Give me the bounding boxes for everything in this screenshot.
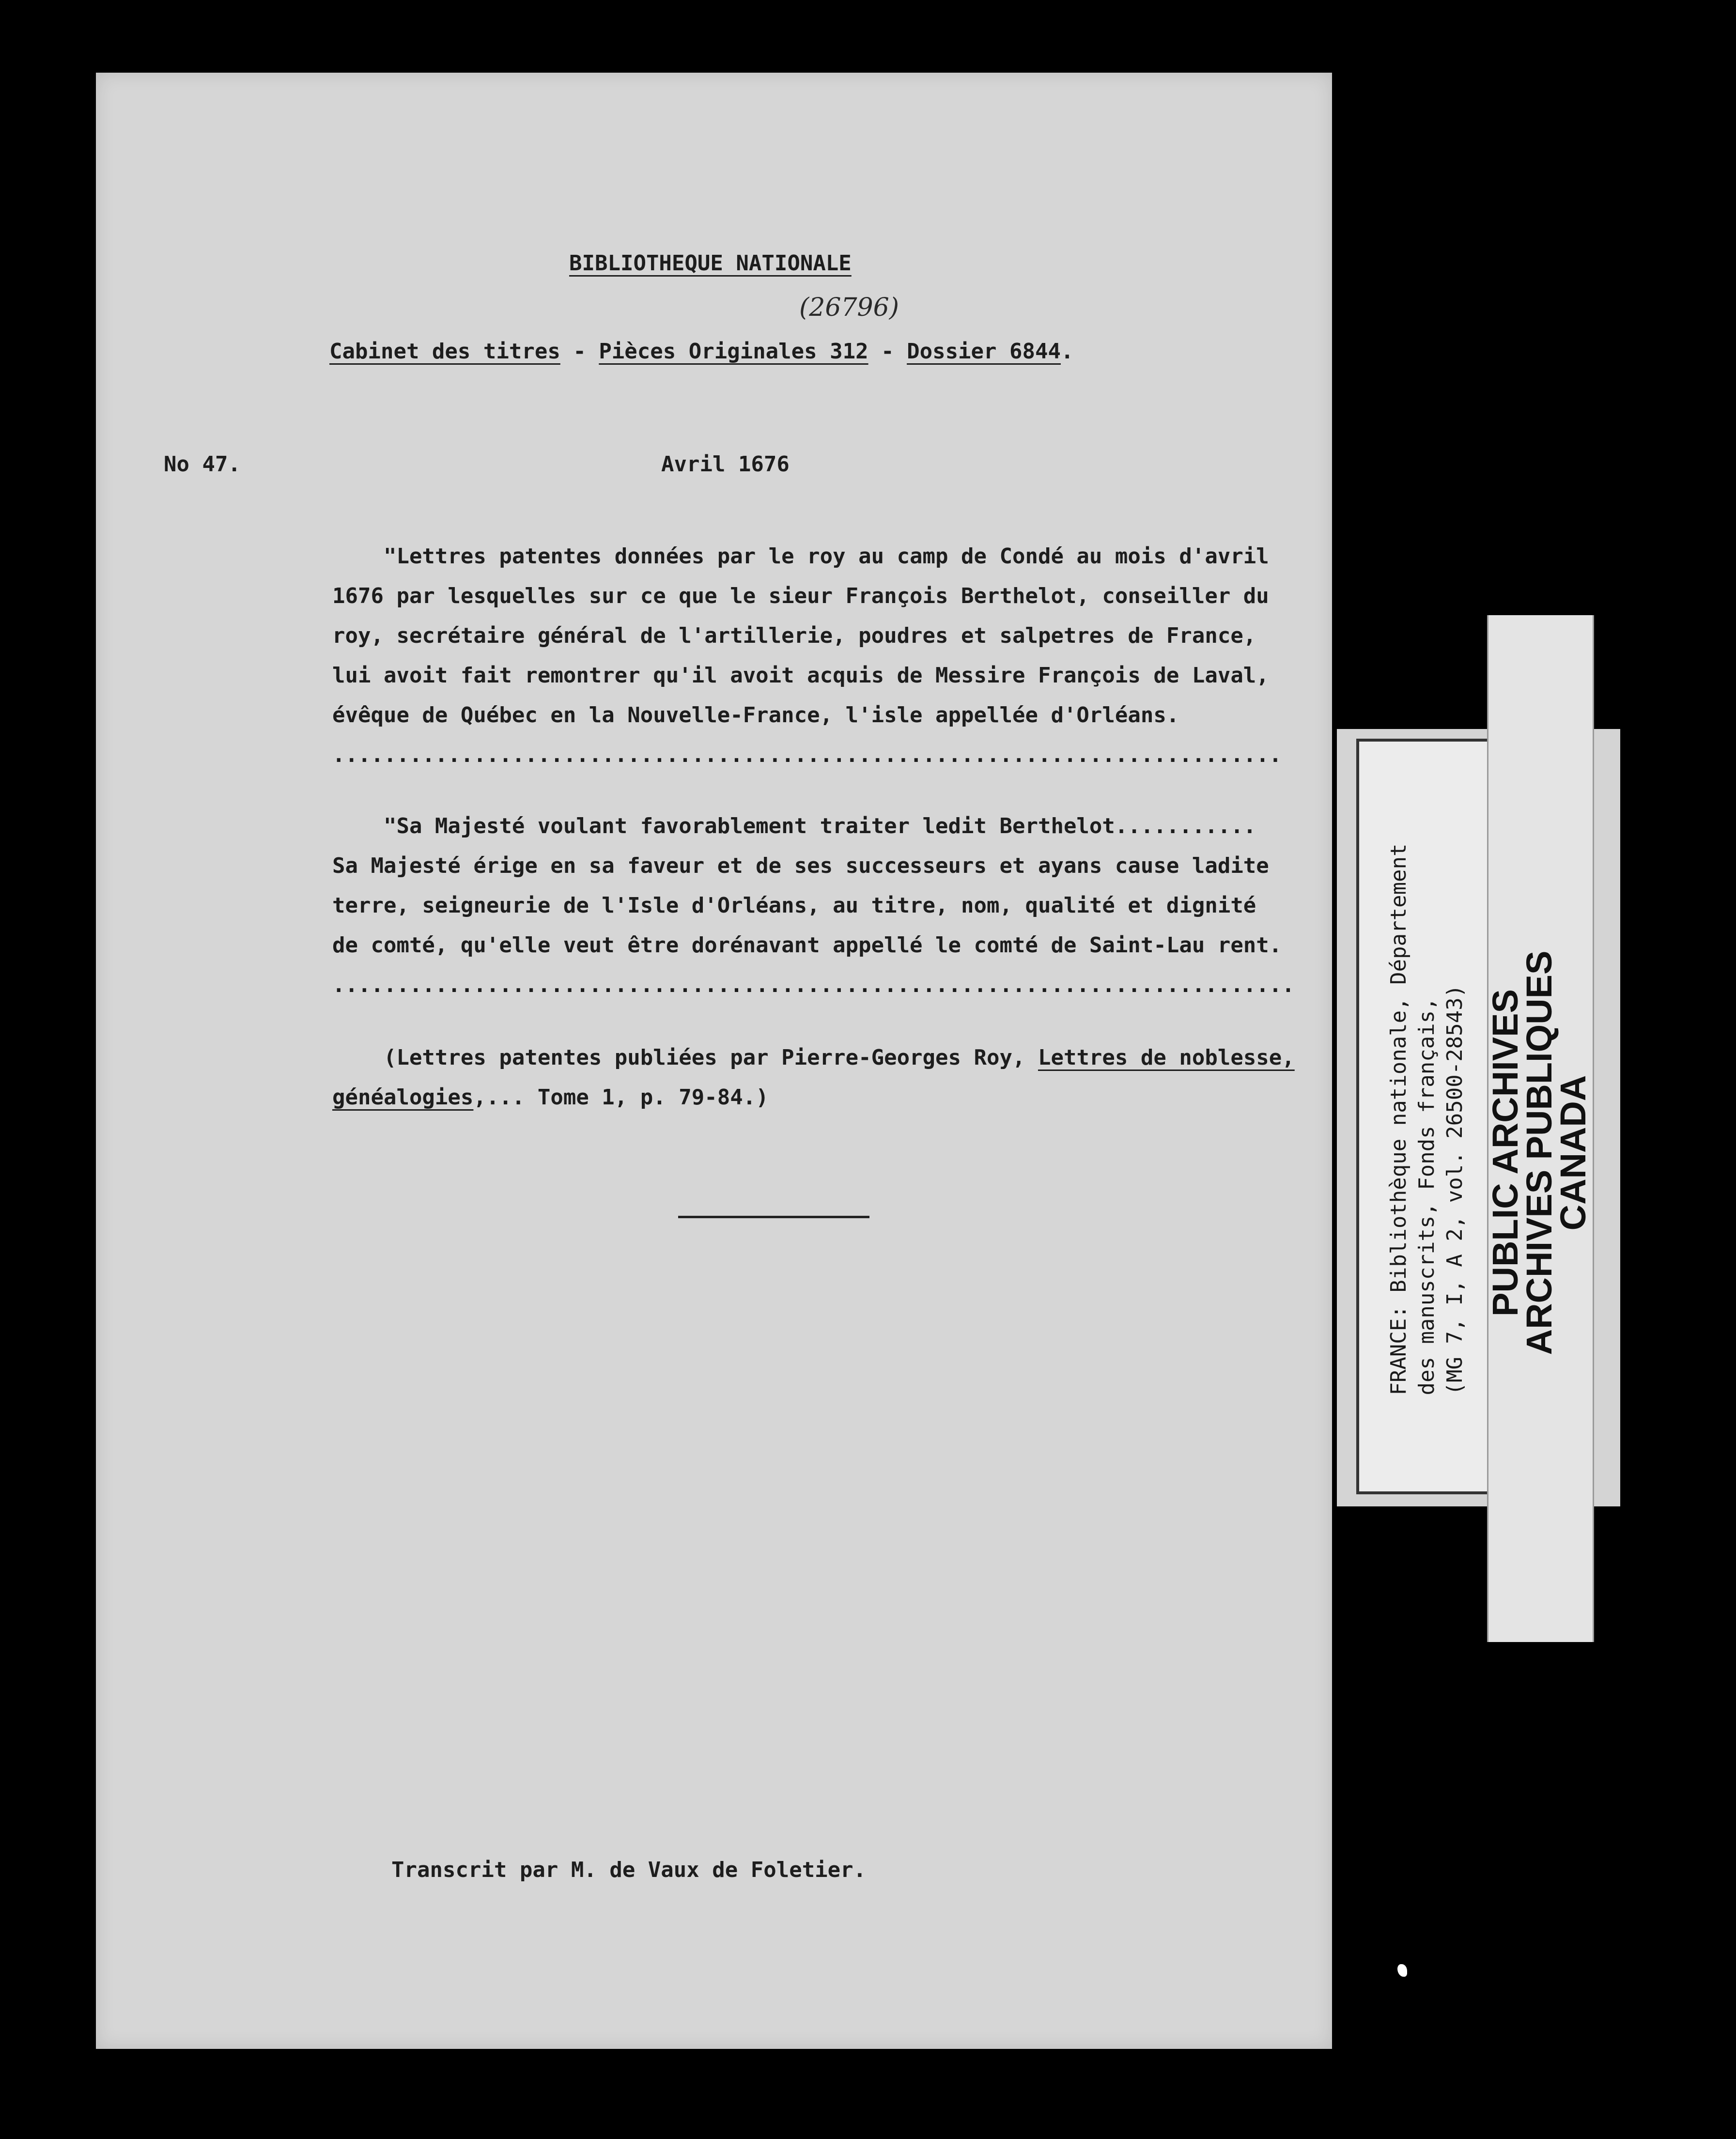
paragraph-line: lui avoit fait remontrer qu'il avoit acquis de Messire François de Laval, bbox=[332, 663, 1269, 688]
paragraph-line: terre, seigneurie de l'Isle d'Orléans, au titre, nom, qualité et dignité bbox=[332, 893, 1256, 918]
paragraph-line: "Sa Majesté voulant favorablement traiter ledit Berthelot........... bbox=[332, 814, 1256, 838]
ref-pieces: Pièces Originales 312 bbox=[599, 339, 868, 364]
paragraph-line: évêque de Québec en la Nouvelle-France, l'isle appellée d'Orléans. bbox=[332, 703, 1179, 728]
archive-label-text bbox=[1385, 843, 1469, 1395]
archive-label-line: (MG 7, I, A 2, vol. 26500-28543) bbox=[1442, 984, 1467, 1395]
ref-cabinet: Cabinet des titres bbox=[329, 339, 560, 364]
citation-title: Lettres de noblesse, bbox=[1038, 1045, 1295, 1070]
citation-text: (Lettres patentes publiées par Pierre-Georges Roy, bbox=[332, 1045, 1038, 1070]
entry-number: No 47. bbox=[164, 452, 241, 477]
archive-label bbox=[1356, 739, 1492, 1494]
entry-date: Avril 1676 bbox=[661, 452, 790, 477]
reference-line bbox=[329, 332, 1073, 372]
citation-title: généalogies bbox=[332, 1085, 474, 1110]
citation-line bbox=[332, 1078, 769, 1117]
closing-rule bbox=[678, 1216, 869, 1218]
ellipsis-line: ........................................................................... bbox=[332, 973, 1295, 997]
ref-separator: - bbox=[560, 339, 599, 364]
ref-dossier: Dossier 6844 bbox=[907, 339, 1061, 364]
handwritten-number: (26796) bbox=[799, 293, 899, 322]
ref-end: . bbox=[1060, 339, 1074, 364]
transcriber-note: Transcrit par M. de Vaux de Foletier. bbox=[391, 1858, 867, 1882]
stamp-line: CANADA bbox=[1553, 1075, 1593, 1231]
ellipsis-line: .......................................................................... bbox=[332, 743, 1282, 767]
stamp-line: PUBLIC ARCHIVES bbox=[1485, 989, 1525, 1317]
paragraph-line: roy, secrétaire général de l'artillerie, poudres et salpetres de France, bbox=[332, 623, 1256, 648]
citation-line bbox=[332, 1038, 1295, 1078]
paragraph-line: de comté, qu'elle veut être dorénavant appellé le comté de Saint-Lau rent. bbox=[332, 933, 1282, 958]
paragraph-line: "Lettres patentes données par le roy au camp de Condé au mois d'avril bbox=[332, 544, 1269, 569]
ref-separator: - bbox=[868, 339, 907, 364]
archive-label-line: FRANCE: Bibliothèque nationale, Département bbox=[1386, 843, 1411, 1395]
stamp-line: ARCHIVES PUBLIQUES bbox=[1519, 950, 1559, 1355]
paragraph-line: 1676 par lesquelles sur ce que le sieur François Berthelot, conseiller du bbox=[332, 584, 1269, 608]
archive-label-line: des manuscrits, Fonds français, bbox=[1414, 997, 1439, 1395]
citation-text: ,... Tome 1, p. 79-84.) bbox=[473, 1085, 769, 1110]
library-heading: BIBLIOTHEQUE NATIONALE bbox=[569, 251, 852, 276]
paragraph-line: Sa Majesté érige en sa faveur et de ses successeurs et ayans cause ladite bbox=[332, 853, 1269, 878]
archive-stamp bbox=[1485, 950, 1593, 1355]
film-speck bbox=[1397, 1964, 1407, 1977]
